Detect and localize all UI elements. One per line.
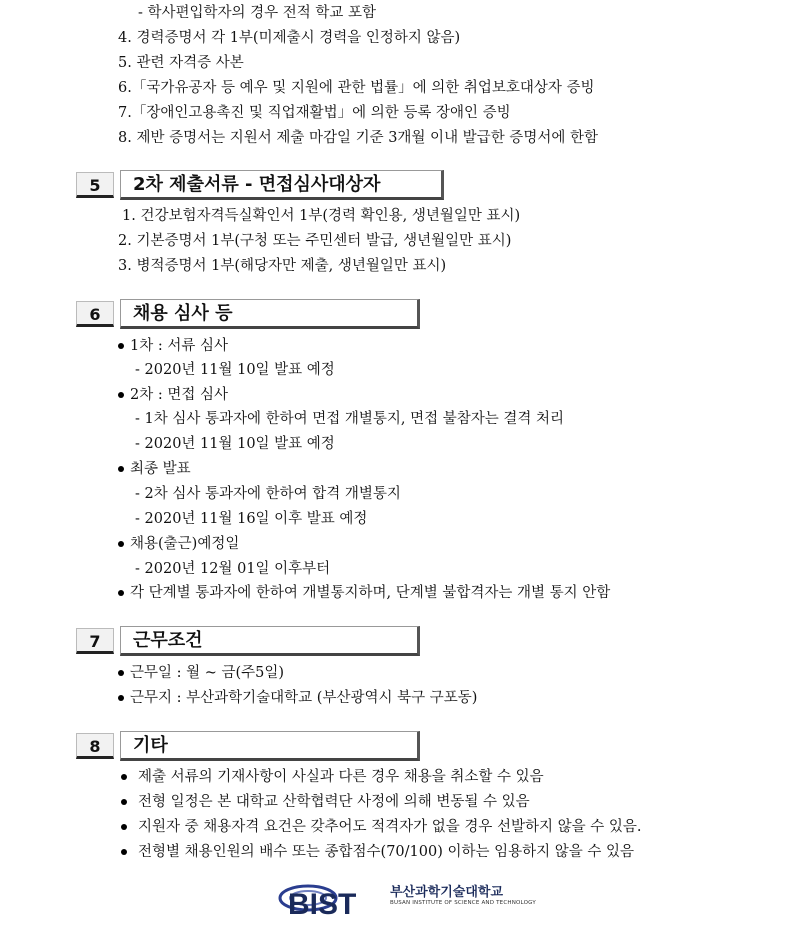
section-6-notification-policy: 각 단계별 통과자에 한하여 개별통지하며, 단계별 불합격자는 개별 통지 안함 [130,585,611,601]
section-5-item-2: 2. 기본증명서 1부(구청 또는 주민센터 발급, 생년월일만 표시) [118,233,512,249]
section-6-first-review-date [135,360,335,380]
bullet-icon [118,670,124,676]
section-title: 기타 [120,731,420,761]
section-7-work-location: 근무지 : 부산과학기술대학교 (부산광역시 북구 구포동) [130,690,478,706]
top-item-5: 5. 관련 자격증 사본 [118,55,244,71]
section-8-item-2: 전형 일정은 본 대학교 산학협력단 사정에 의해 변동될 수 있음 [138,794,530,810]
bullet-icon [118,590,124,596]
bullet-icon [118,343,124,349]
detail-text: 2020년 11월 16일 이후 발표 예정 [144,511,368,527]
section-number: 6 [76,301,114,327]
section-5-item-3: 3. 병적증명서 1부(해당자만 제출, 생년월일만 표시) [118,258,447,274]
top-item-6: 6.「국가유공자 등 예우 및 지원에 관한 법률」에 의한 취업보호대상자 증빙 [118,80,595,96]
section-7-work-days: 근무일 : 월 ~ 금(주5일) [130,665,285,681]
section-6-second-review: 2차 : 면접 심사 [130,387,228,403]
section-5-header [76,170,446,202]
detail-text: 2차 심사 통과자에 한하여 합격 개별통지 [144,486,401,502]
section-7-header [76,626,446,658]
section-6-second-review-date [135,434,335,454]
university-name-english: BUSAN INSTITUTE OF SCIENCE AND TECHNOLOGY [390,900,536,906]
bullet-icon [118,541,124,547]
section-title: 2차 제출서류 - 면접심사대상자 [120,170,444,200]
section-number: 8 [76,733,114,759]
bullet-icon [121,849,127,855]
detail-text: 2020년 12월 01일 이후부터 [144,561,331,577]
detail-text: 2020년 11월 10일 발표 예정 [144,436,335,452]
section-8-item-3: 지원자 중 채용자격 요건은 갖추어도 적격자가 없을 경우 선발하지 않을 수 있음. [138,819,642,835]
section-title: 채용 심사 등 [120,299,420,329]
detail-text: 2020년 11월 10일 발표 예정 [144,362,335,378]
top-item-4: 4. 경력증명서 각 1부(미제출시 경력을 인정하지 않음) [118,30,461,46]
section-6-final-date [135,509,367,529]
bullet-icon [118,392,124,398]
section-6-first-review: 1차 : 서류 심사 [130,338,228,354]
section-6-start-date-detail [135,559,330,579]
university-logo [278,878,538,920]
bullet-icon [118,466,124,472]
logo-text: BIST [288,888,357,920]
top-item-transfer [138,3,376,23]
section-6-header [76,299,446,331]
bullet-icon [118,695,124,701]
section-6-second-review-notice [135,409,564,429]
section-number: 5 [76,172,114,198]
section-6-final-notice [135,484,401,504]
section-5-item-1: 1. 건강보험자격득실확인서 1부(경력 확인용, 생년월일만 표시) [122,208,521,224]
section-6-final-announcement: 최종 발표 [130,461,191,477]
section-title: 근무조건 [120,626,420,656]
bullet-icon [121,799,127,805]
bullet-icon [121,774,127,780]
section-8-header [76,731,446,763]
section-8-item-1: 제출 서류의 기재사항이 사실과 다른 경우 채용을 취소할 수 있음 [138,769,544,785]
bist-logo-icon [278,878,386,920]
top-item-7: 7.「장애인고용촉진 및 직업재활법」에 의한 등록 장애인 증빙 [118,105,511,121]
top-item-8: 8. 제반 증명서는 지원서 제출 마감일 기준 3개월 이내 발급한 증명서에 한함 [118,130,598,146]
section-6-start-date: 채용(출근)예정일 [130,536,240,552]
section-8-item-4: 전형별 채용인원의 배수 또는 종합점수(70/100) 이하는 임용하지 않을 수 있음 [138,844,635,860]
university-name-korean: 부산과학기술대학교 [390,885,504,900]
section-number: 7 [76,628,114,654]
top-item-transfer-text: 학사편입학자의 경우 전적 학교 포함 [147,5,377,21]
detail-text: 1차 심사 통과자에 한하여 면접 개별통지, 면접 불참자는 결격 처리 [144,411,565,427]
bullet-icon [121,824,127,830]
